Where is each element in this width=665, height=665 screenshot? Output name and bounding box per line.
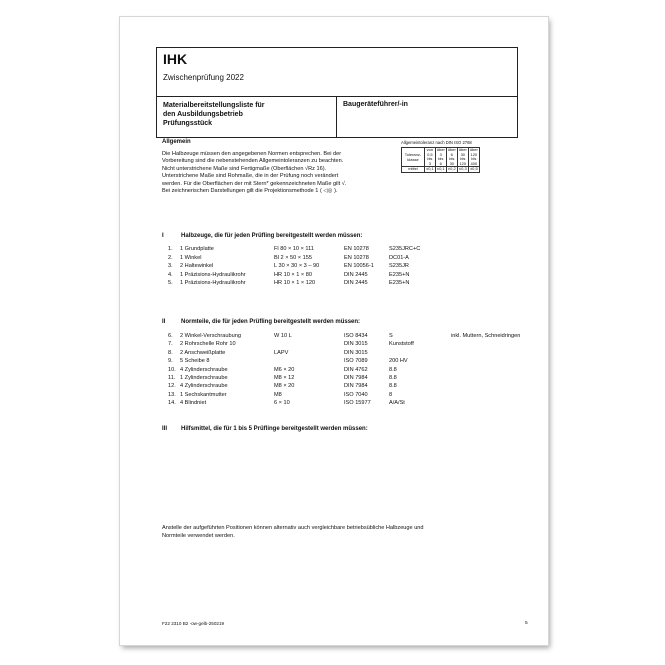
allgemein-line: Unterstrichene Maße sind Rohmaße, die in der Prüfung noch verändert xyxy=(162,173,339,180)
tolerance-range-cell: von 0,5 bis 3 xyxy=(425,148,436,167)
cell-norm: ISO 15977 xyxy=(344,400,371,407)
exam-subtitle: Zwischenprüfung 2022 xyxy=(163,73,244,82)
cell-bez: 5 Scheibe 8 xyxy=(180,358,210,365)
cell-nr: 6. xyxy=(168,333,173,339)
cell-werk: 8.8 xyxy=(389,375,397,381)
cell-nr: 5. xyxy=(168,280,173,287)
cell-bez: 2 Rohrschelle Rohr 10 xyxy=(180,341,236,348)
cell-bez: 1 Winkel xyxy=(180,254,202,261)
cell-nr: 2. xyxy=(168,254,173,261)
header-box xyxy=(156,47,518,138)
cell-nr: 11. xyxy=(168,375,176,381)
document-title-line: Prüfungsstück xyxy=(163,120,213,127)
cell-nr: 4. xyxy=(168,271,173,278)
cell-werk: Kunststoff xyxy=(389,341,414,348)
tolerance-range-cell: über 30 bis 120 xyxy=(458,147,467,166)
document-page xyxy=(120,17,548,645)
cell-dim: 6 × 10 xyxy=(274,400,290,407)
header-bottom xyxy=(157,97,517,137)
document-title-line: den Ausbildungsbetrieb xyxy=(163,111,243,118)
cell-bez: 4 Zylinderschraube xyxy=(180,366,228,373)
cell-werk: 8.8 xyxy=(389,366,397,373)
document-code: F22 2310 B2 -ow-gelb-250219 xyxy=(162,621,225,626)
cell-norm: ISO 7089 xyxy=(344,358,368,365)
document-title xyxy=(157,97,337,137)
cell-dim: Fl 80 × 10 × 111 xyxy=(274,246,314,252)
tolerance-caption: Allgemeintoleranz nach DIN ISO 2768 xyxy=(401,140,472,145)
cell-bez: 1 Zylinderschraube xyxy=(180,375,228,381)
cell-dim: M8 × 20 xyxy=(274,383,295,390)
allgemein-line: Die Halbzeuge müssen den angegebenen Normen entsprechen. Bei der xyxy=(162,151,342,157)
cell-dim: LAPV xyxy=(274,349,289,356)
tolerance-value: ±0,2 xyxy=(447,166,456,172)
cell-werk: S xyxy=(389,333,393,339)
cell-werk: S235JR xyxy=(389,263,409,270)
tolerance-class-label: Toleranz-klasse xyxy=(402,148,425,167)
header-top xyxy=(157,48,517,97)
cell-bez: 2 Haltewinkel xyxy=(180,263,214,270)
section-heading-hilfsmittel: III Hilfsmittel, die für 1 bis 5 Prüflinge bereitgestellt werden müssen: xyxy=(162,426,368,432)
cell-norm: DIN 2445 xyxy=(344,271,368,278)
cell-dim: M8 xyxy=(274,391,282,398)
tolerance-value-row xyxy=(402,167,480,173)
tolerance-range-cell: über 6 bis 30 xyxy=(447,147,456,166)
cell-nr: 3. xyxy=(168,263,173,270)
cell-werk: 200 HV xyxy=(389,358,408,365)
cell-nr: 14. xyxy=(168,400,176,407)
cell-bez: 1 Präzisions-Hydraulikrohr xyxy=(180,280,246,287)
alternative-note: Anstelle der aufgeführten Positionen können alternativ auch vergleichbare betriebsübliche Halbzeuge und Normteile verwendet werden. xyxy=(162,525,424,539)
allgemein-line: werden. Für die Oberflächen der mit Stern* gekennzeichneten Maße gilt √. xyxy=(162,180,347,187)
tolerance-value: ±0,5 xyxy=(469,166,478,172)
document-title-line: Materialbereitstellungsliste für xyxy=(163,102,265,109)
cell-dim: W 10 L xyxy=(274,333,292,339)
cell-norm: EN 10278 xyxy=(344,246,369,252)
cell-norm: DIN 3015 xyxy=(344,349,368,356)
tolerance-range-cell: über 120 bis 400 xyxy=(469,147,478,166)
cell-dim: M8 × 12 xyxy=(274,375,295,381)
cell-werk: 8.8 xyxy=(389,383,397,390)
section-heading-halbzeuge: I Halbzeuge, die für jeden Prüfling bereitgestellt werden müssen: xyxy=(162,233,363,239)
cell-norm: EN 10056-1 xyxy=(344,263,374,270)
cell-werk: E235+N xyxy=(389,271,410,278)
tolerance-range-cell: über 3 bis 6 xyxy=(436,147,445,166)
cell-werk: E235+N xyxy=(389,280,410,287)
cell-nr: 8. xyxy=(168,349,173,356)
allgemein-text xyxy=(162,151,402,195)
cell-norm: ISO 7040 xyxy=(344,391,368,398)
cell-note: inkl. Muttern, Schneidringen xyxy=(451,333,521,339)
cell-norm: DIN 3015 xyxy=(344,341,368,348)
cell-nr: 13. xyxy=(168,391,176,398)
cell-bez: 2 Winkel-Verschraubung xyxy=(180,333,241,339)
cell-bez: 1 Präzisions-Hydraulikrohr xyxy=(180,271,246,278)
cell-nr: 7. xyxy=(168,341,173,348)
tolerance-mittel-label: mittel xyxy=(402,167,425,173)
cell-dim: Bl 2 × 50 × 155 xyxy=(274,254,312,261)
cell-dim: M6 × 20 xyxy=(274,366,295,373)
cell-dim: HR 10 × 1 × 120 xyxy=(274,280,316,287)
cell-norm: DIN 7984 xyxy=(344,383,368,390)
tolerance-table xyxy=(401,147,480,173)
cell-werk: S235JRC+C xyxy=(389,246,421,252)
cell-bez: 4 Zylinderschraube xyxy=(180,383,228,390)
allgemein-line: Bei zeichnerischen Darstellungen gilt die Projektionsmethode 1 ( ◁◎ ). xyxy=(162,188,338,195)
cell-norm: EN 10278 xyxy=(344,254,369,261)
allgemein-line: Nicht unterstrichene Maße sind Fertigmaße (Oberflächen √Rz 16). xyxy=(162,165,327,172)
section-heading-normteile: II Normteile, die für jeden Prüfling bereitgestellt werden müssen: xyxy=(162,319,361,325)
ihk-logo-text: IHK xyxy=(163,51,188,67)
cell-bez: 4 Blindniet xyxy=(180,400,207,407)
cell-werk: 8 xyxy=(389,391,393,398)
page-number: 5 xyxy=(525,621,528,626)
cell-norm: DIN 2445 xyxy=(344,280,368,287)
cell-werk: DC01-A xyxy=(389,254,409,261)
tolerance-header-row xyxy=(402,148,480,167)
cell-norm: ISO 8434 xyxy=(344,333,368,339)
cell-dim: L 30 × 30 × 3 – 90 xyxy=(274,263,320,270)
cell-nr: 1. xyxy=(168,246,173,252)
cell-bez: 2 Anschweißplatte xyxy=(180,349,226,356)
cell-dim: HR 10 × 1 × 80 xyxy=(274,271,312,278)
cell-bez: 1 Sechskantmutter xyxy=(180,391,227,398)
allgemein-heading: Allgemein xyxy=(162,139,191,145)
cell-norm: DIN 7984 xyxy=(344,375,368,381)
tolerance-value: ±0,1 xyxy=(426,166,434,172)
cell-nr: 10. xyxy=(168,366,176,373)
tolerance-value: ±0,3 xyxy=(458,166,467,172)
allgemein-line: Vorbereitung sind die nebenstehenden Allgemeintoleranzen zu beachten. xyxy=(162,158,344,165)
tolerance-value: ±0,1 xyxy=(436,166,445,172)
cell-nr: 9. xyxy=(168,358,173,365)
cell-nr: 12. xyxy=(168,383,176,390)
profession-title: Baugeräteführer/-in xyxy=(343,101,408,108)
cell-norm: DIN 4762 xyxy=(344,366,368,373)
cell-werk: A/A/St xyxy=(389,400,405,407)
cell-bez: 1 Grundplatte xyxy=(180,246,214,252)
